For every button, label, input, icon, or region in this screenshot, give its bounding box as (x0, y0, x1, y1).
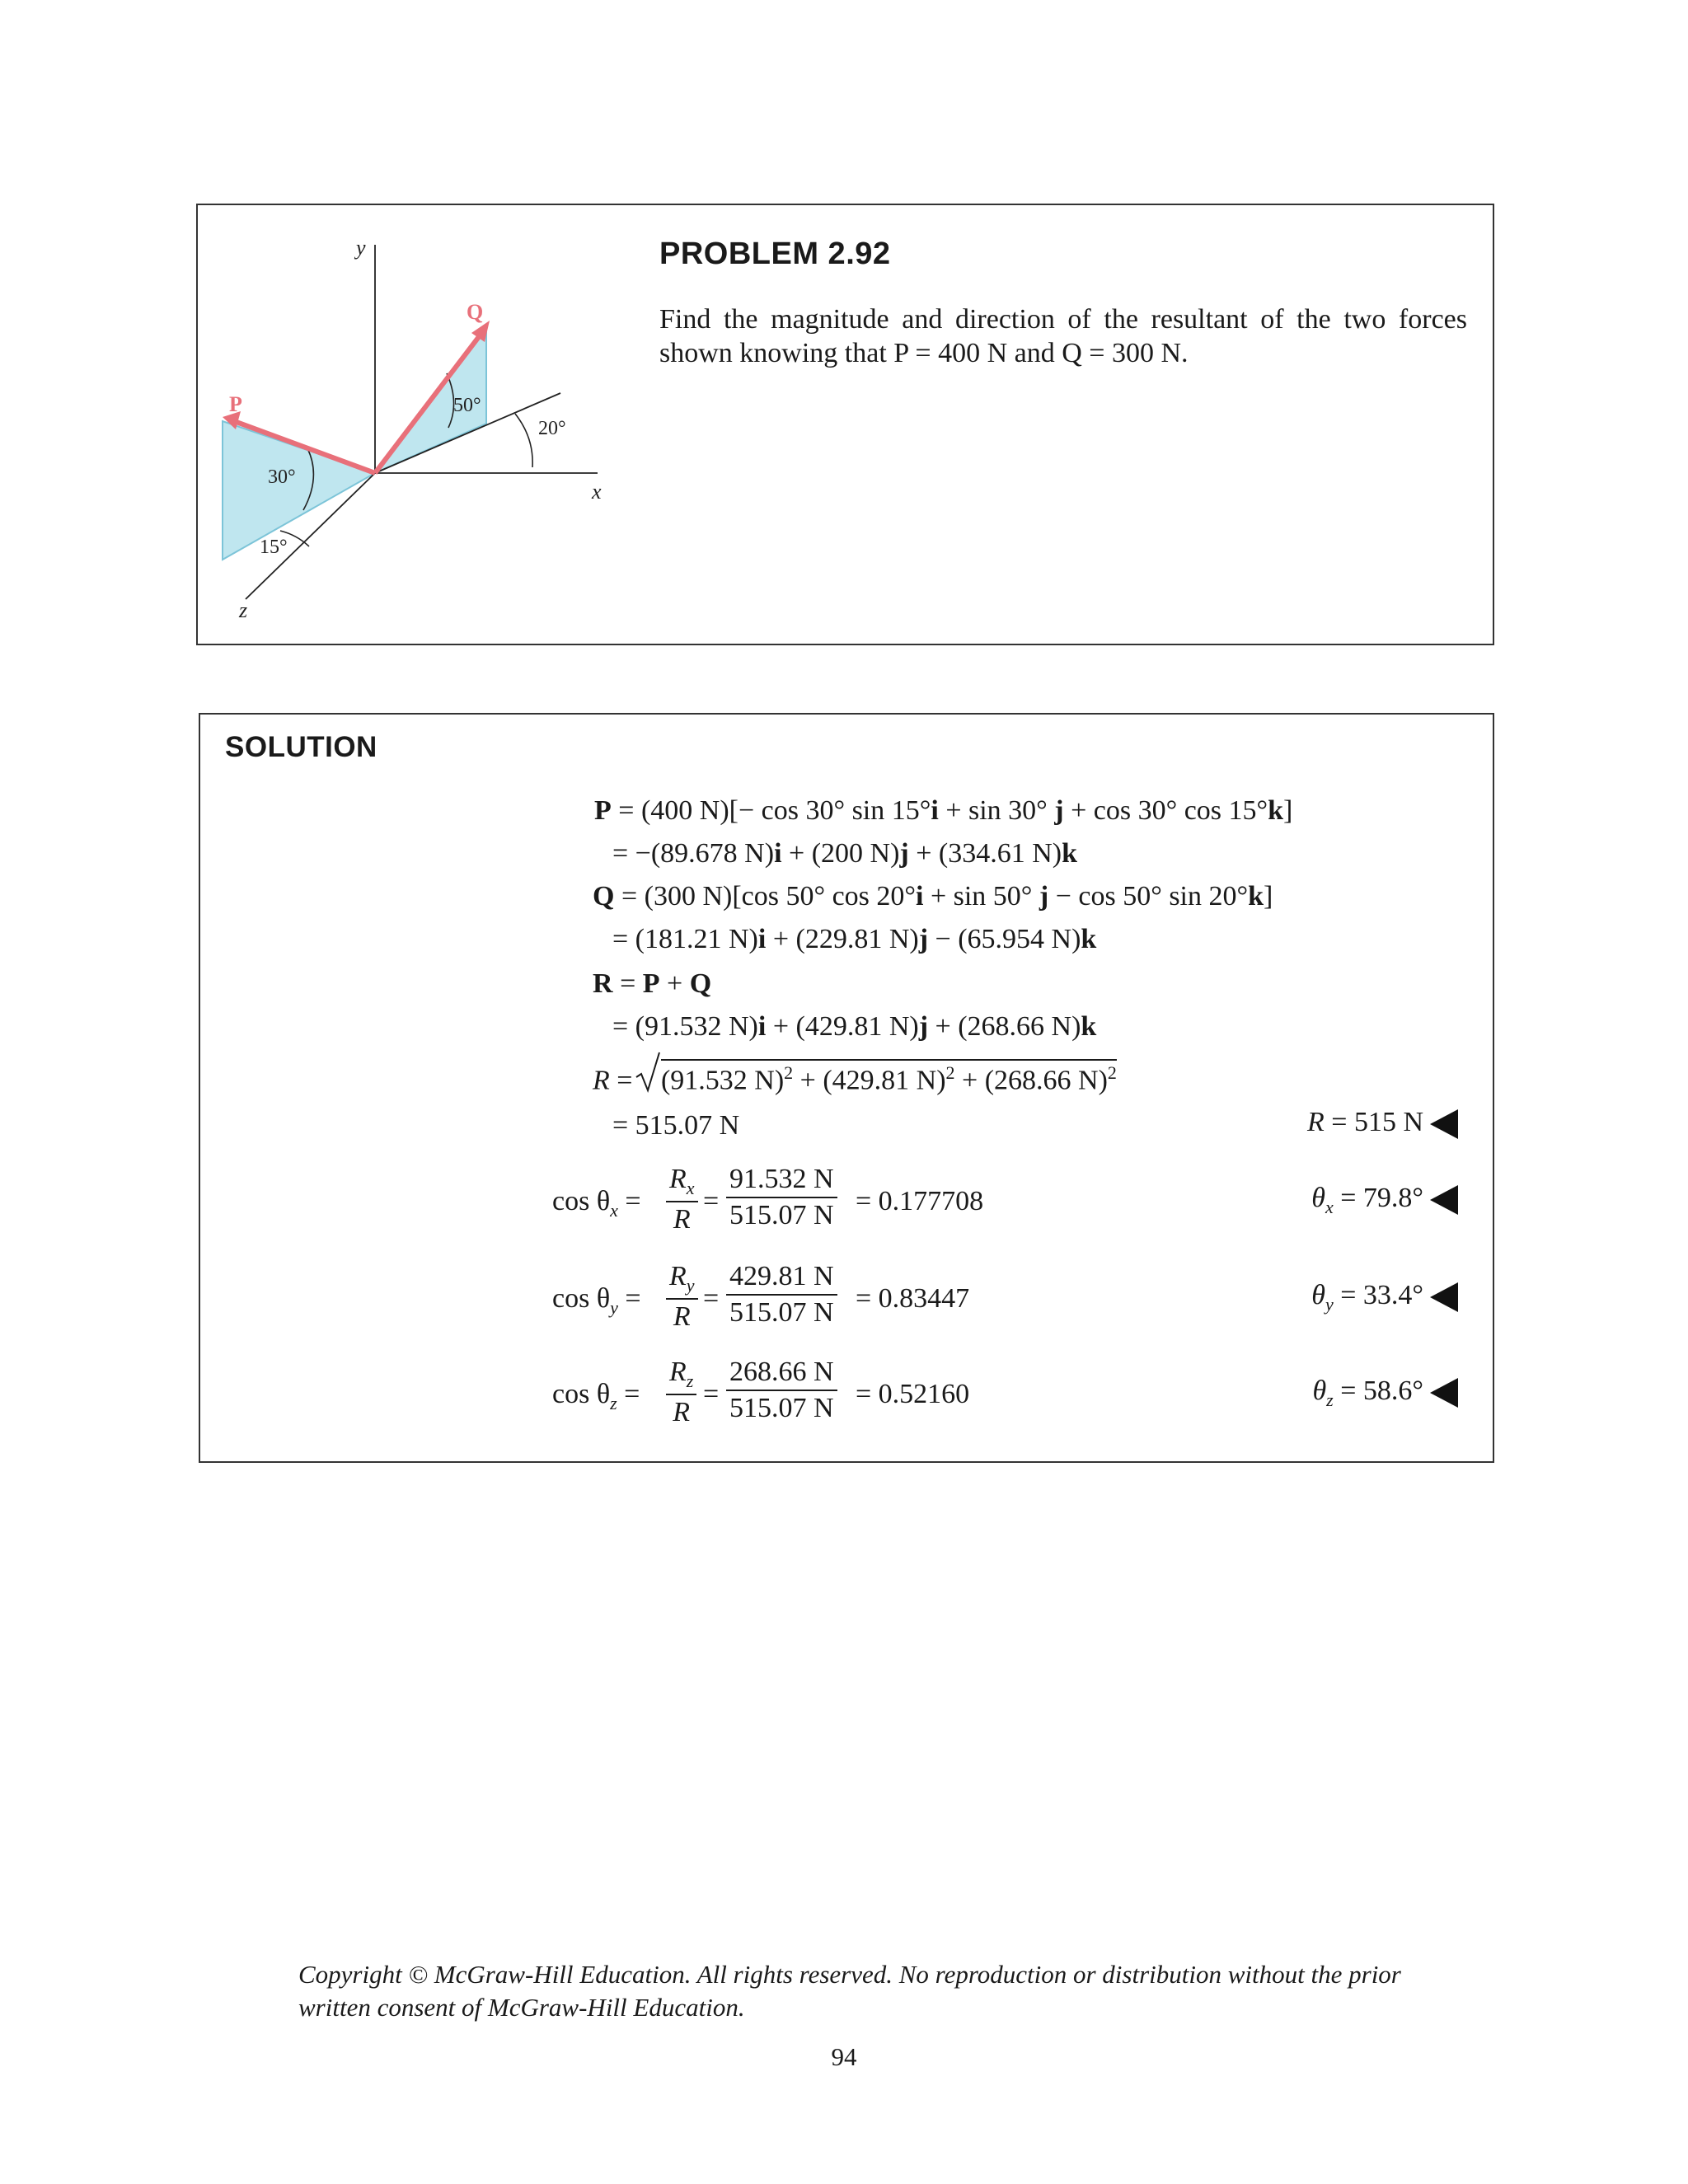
r-definition: R = P + Q (593, 968, 712, 999)
problem-statement: Find the magnitude and direction of the resultant of the two forces shown knowing that P = 400 N and Q = 300 N. (659, 304, 1467, 368)
footer-copyright: Copyright © McGraw-Hill Education. All rights reserved. No reproduction or distribution without the prior written consent of McGraw-Hill Education. (298, 1960, 1401, 2022)
eq-sign-x: = (703, 1186, 720, 1216)
label-angle-50: 50° (453, 395, 481, 416)
q-equation-line1: Q = (300 N)[cos 50° cos 20°i + sin 50° j − cos 50° sin 20°k] (593, 881, 1273, 912)
frac-ry-over-r: $\frac{R_y}{R}$ (666, 1261, 698, 1333)
force-figure (198, 205, 643, 647)
label-angle-15: 15° (260, 537, 288, 558)
arc-20 (515, 414, 532, 467)
magnitude-value: = 515.07 N (612, 1110, 740, 1141)
answer-theta-x: $\theta_x = 79.8^\circ$ (1311, 1183, 1458, 1218)
label-q: Q (467, 300, 484, 324)
frac-rx-over-r: $\frac{R_x}{R}$ (666, 1164, 698, 1235)
solution-heading: SOLUTION (225, 731, 377, 763)
answer-marker-icon (1430, 1282, 1458, 1312)
cos-theta-x-label: $\cos \theta_x$ = (552, 1186, 641, 1221)
label-z: z (239, 598, 248, 622)
cos-x-value: = 0.177708 (856, 1186, 984, 1216)
sqrt-radicand: (91.532 N)$^2$ + (429.81 N)$^2$ + (268.66 N)$^2$ (661, 1059, 1117, 1096)
label-y: y (356, 236, 366, 260)
problem-title: PROBLEM 2.92 (659, 237, 891, 271)
cos-theta-y-label: $\cos \theta_y$ = (552, 1283, 641, 1318)
cos-theta-z-label: $\cos \theta_z$ = (552, 1379, 640, 1413)
frac-z-values: $\frac{268.66 N}{515.07 N}$ (726, 1357, 837, 1424)
sqrt-glyph (635, 1051, 663, 1094)
r-equation-line2: = (91.532 N)i + (429.81 N)j + (268.66 N)k (612, 1011, 1097, 1042)
magnitude-equation: R = (91.532 N)$^2$ + (429.81 N)$^2$ + (268.66 N)$^2$ (593, 1059, 1117, 1096)
label-p: P (229, 392, 242, 416)
eq-sign-y: = (703, 1283, 720, 1314)
cos-z-value: = 0.52160 (856, 1379, 970, 1409)
answer-theta-y: $\theta_y = 33.4^\circ$ (1311, 1280, 1458, 1315)
p-equation-line2: = −(89.678 N)i + (200 N)j + (334.61 N)k (612, 838, 1078, 869)
label-angle-30: 30° (268, 466, 296, 488)
problem-box (196, 204, 1494, 645)
answer-theta-z: $\theta_z = 58.6^\circ$ (1312, 1376, 1458, 1411)
frac-x-values: $\frac{91.532 N}{515.07 N}$ (726, 1164, 837, 1231)
cos-y-value: = 0.83447 (856, 1283, 970, 1314)
answer-r: R = 515 N (1307, 1107, 1458, 1139)
p-equation-line1: P = (400 N)[− cos 30° sin 15°i + sin 30° j + cos 30° cos 15°k] (594, 795, 1293, 826)
solution-box (199, 713, 1494, 1463)
label-x: x (592, 480, 602, 504)
answer-marker-icon (1430, 1378, 1458, 1408)
frac-rz-over-r: $\frac{R_z}{R}$ (666, 1357, 696, 1428)
label-angle-20: 20° (538, 418, 566, 439)
answer-marker-icon (1430, 1185, 1458, 1215)
frac-y-values: $\frac{429.81 N}{515.07 N}$ (726, 1261, 837, 1329)
page-number: 94 (831, 2042, 857, 2071)
q-equation-line2: = (181.21 N)i + (229.81 N)j − (65.954 N)k (612, 924, 1097, 954)
eq-sign-z: = (703, 1379, 720, 1409)
sqrt-sign (640, 1059, 1117, 1096)
answer-marker-icon (1430, 1109, 1458, 1139)
